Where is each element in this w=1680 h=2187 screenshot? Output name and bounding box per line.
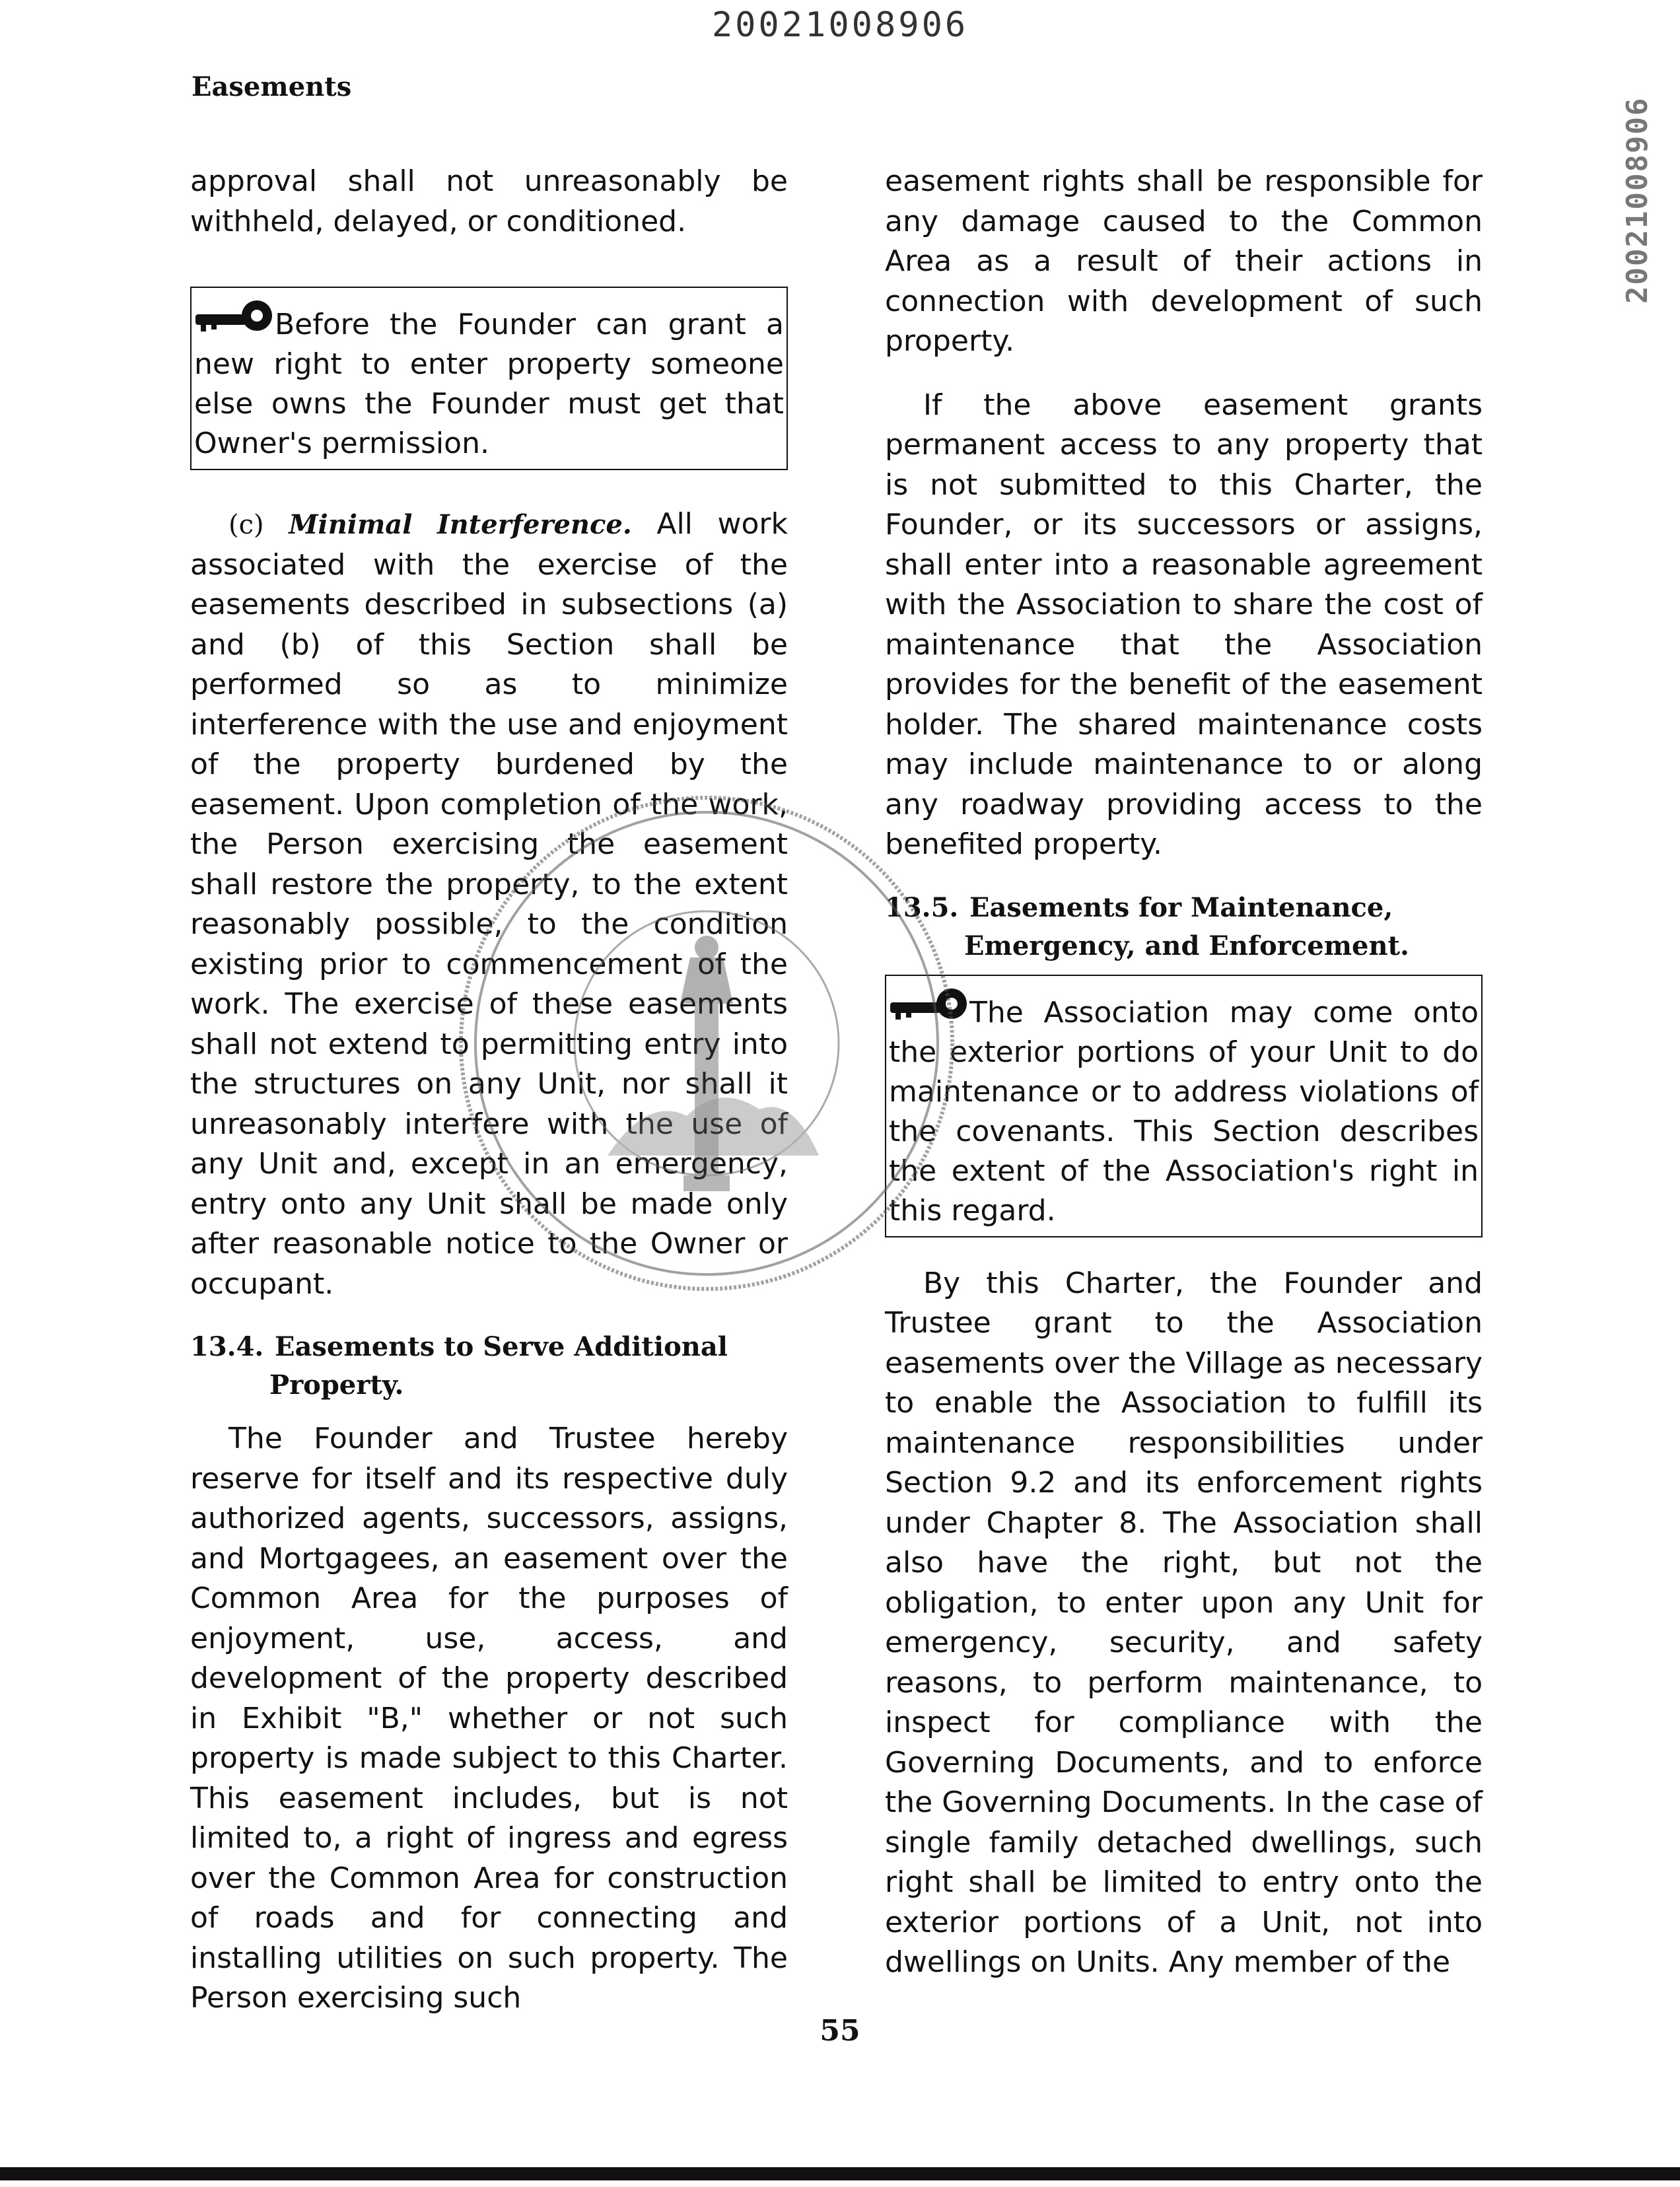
section-number: 13.4. [190,1331,264,1362]
note-text-association: The Association may come onto the exterior portions of your Unit to do maintenance or to address violations of the covenants. This Section describes the extent of the Association's right in this regard. [889,995,1479,1228]
left-column [190,162,788,2019]
subsection-label: (c) [228,510,264,540]
note-box-association [885,975,1483,1237]
section-title-line1: Easements to Serve Additional [275,1331,728,1362]
section-heading-13-4 [190,1328,788,1405]
section-title-line1: Easements for Maintenance, [969,891,1393,923]
paragraph-approval: approval shall not unreasonably be withheld, delayed, or conditioned. [190,164,788,238]
paragraph-permanent-access: If the above easement grants permanent access to any property that is not submitted to this Charter, the Founder, or its successors or assigns, shall enter into a reasonable agreement with the Association to share the cost of maintenance that the Association provides for the benefit of the easement holder. The shared maintenance costs may include maintenance to or along any roadway providing access to the benefited property. [885,388,1483,861]
key-icon [889,987,975,1025]
subsection-text: All work associated with the exercise of the easements described in subsections (a) and (b) of this Section shall be performed so as to minimize interference with the use and enjoyment of the property burdened by the easement. Upon completion of the work, the Person exercising the easement shall restore the property, to the extent reasonably possible, to the condition existing prior to commencement of the work. The exercise of these easements shall not extend to permitting entry into the structures on any Unit, nor shall it unreasonably interfere with the use of any Unit and, except in an emergency, entry onto any Unit shall be made only after reasonable notice to the Owner or occupant. [190,507,788,1301]
paragraph-minimal-interference [190,504,788,1304]
document-number: 20021008906 [711,5,969,45]
running-head: Easements [192,71,352,102]
key-icon [194,298,280,337]
section-title-line2: Property. [269,1370,404,1401]
paragraph-additional-property: The Founder and Trustee hereby reserve for itself and its respective duly authorized agents, successors, assigns, and Mortgagees, an easement over the Common Area for the purposes of enjoyment, use, access, and development of the property described in Exhibit "B," whether or not such property is made subject to this Charter. This easement includes, but is not limited to, a right of ingress and egress over the Common Area for construction of roads and for connecting and installing utilities on such property. The Person exercising such [190,1422,788,2015]
note-text-founder: Before the Founder can grant a new right to enter property someone else owns the Founder must get that Owner's permission. [194,308,784,460]
subsection-title: Minimal Interference. [289,509,632,540]
paragraph-easement-rights: easement rights shall be responsible for any damage caused to the Common Area as a result of their actions in connection with development of such property. [885,164,1483,358]
bottom-rule [0,2167,1680,2180]
section-number: 13.5. [885,891,959,923]
section-heading-13-5 [885,889,1483,965]
section-title-line2: Emergency, and Enforcement. [964,930,1409,961]
right-column [885,162,1483,1983]
note-box-founder [190,287,788,470]
paragraph-maintenance-easements: By this Charter, the Founder and Trustee grant to the Association easements over the Village as necessary to enable the Association to fulfill its maintenance responsibilities under Section 9.2 and its enforcement rights under Chapter 8. The Association shall also have the right, but not the obligation, to enter upon any Unit for emergency, security, and safety reasons, to perform maintenance, to inspect for compliance with the Governing Documents, and to enforce the Governing Documents. In the case of single family detached dwellings, such right shall be limited to entry onto the exterior portions of a Unit, not into dwellings on Units. Any member of the [885,1266,1483,1979]
side-stamp: 20021008906 [1621,96,1654,304]
page-number: 55 [820,2014,860,2048]
